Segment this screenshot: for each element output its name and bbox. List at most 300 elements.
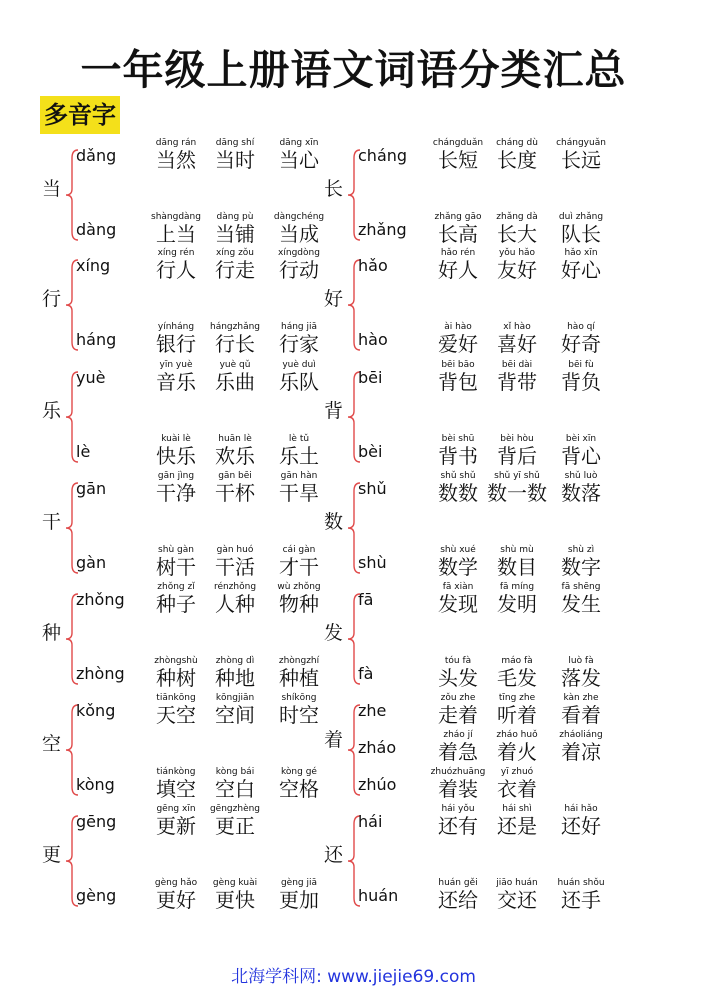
word-item [268,471,330,505]
word-text: 当成 [279,222,319,246]
word-pinyin: shù xué [440,545,476,555]
word-item [268,545,330,579]
word-text: 喜好 [497,332,537,356]
word-text: 落发 [561,666,601,690]
word-pinyin: fā xiàn [442,582,474,592]
word-item [427,471,489,505]
word-text: 空白 [215,777,255,801]
word-text: 爱好 [438,332,478,356]
reading-pinyin: gèng [76,886,117,905]
word-pinyin: luò fà [568,656,594,666]
word-item [204,804,266,838]
reading-pinyin: fà [358,664,374,683]
reading-pinyin: gàn [76,553,107,572]
word-pinyin: xíng zǒu [215,248,255,258]
word-item [486,360,548,394]
reading-pinyin: gēng [76,812,117,831]
reading-pinyin: shǔ [358,479,387,498]
word-text: 更新 [156,814,196,838]
word-text: 背后 [497,444,537,468]
word-text: 才干 [279,555,319,579]
word-text: 行长 [215,332,255,356]
word-text: 乐队 [279,370,319,394]
word-text: 音乐 [156,370,196,394]
word-text: 头发 [438,666,478,690]
word-pinyin: dàng pù [216,212,254,222]
word-text: 交还 [497,888,537,912]
word-text: 人种 [215,592,255,616]
reading-pinyin: dǎng [76,146,117,165]
word-pinyin: hángzhǎng [210,322,260,332]
word-text: 还有 [438,814,478,838]
word-pinyin: kuài lè [161,434,191,444]
word-text: 行家 [279,332,319,356]
word-pinyin: cháng dù [496,138,538,148]
word-item [427,878,489,912]
word-item [145,767,207,801]
word-item [427,693,489,727]
polyphone-char: 数 [324,510,344,533]
word-text: 着装 [438,777,478,801]
word-item [268,138,330,172]
word-text: 天空 [156,703,196,727]
word-pinyin: chángduǎn [432,138,484,148]
word-item [550,138,612,172]
polyphone-char: 好 [324,287,344,310]
word-text: 填空 [156,777,196,801]
word-pinyin: huān lè [218,434,252,444]
word-text: 干杯 [215,481,255,505]
word-text: 时空 [279,703,319,727]
word-pinyin: zhǎng gāo [434,212,482,222]
word-item [145,248,207,282]
word-pinyin: zháo jí [443,730,473,740]
word-item [550,730,612,764]
word-pinyin: yuè qǔ [219,360,251,370]
word-item [145,582,207,616]
word-pinyin: shàngdàng [151,212,201,222]
word-text: 干活 [215,555,255,579]
word-item [145,212,207,246]
word-text: 数一数 [487,481,547,505]
word-text: 着急 [438,740,478,764]
polyphone-char: 发 [324,621,344,644]
word-pinyin: máo fà [501,656,533,666]
word-pinyin: shíkōng [281,693,317,703]
word-item [427,212,489,246]
word-item [145,545,207,579]
word-item [550,322,612,356]
word-item [486,804,548,838]
footer-website[interactable]: 北海学科网: www.jiejie69.com [231,967,476,987]
word-text: 干旱 [279,481,319,505]
word-item [145,471,207,505]
word-pinyin: bēi fù [568,360,594,370]
word-text: 背带 [497,370,537,394]
word-text: 毛发 [497,666,537,690]
word-pinyin: hǎo rén [440,248,476,258]
word-pinyin: cái gàn [282,545,316,555]
word-pinyin: huán gěi [438,878,478,888]
word-item [486,212,548,246]
word-pinyin: zháo huǒ [496,730,538,740]
word-item [486,693,548,727]
word-text: 欢乐 [215,444,255,468]
word-text: 长远 [561,148,601,172]
polyphone-char: 当 [42,177,62,200]
word-text: 数学 [438,555,478,579]
reading-pinyin: kǒng [76,701,116,720]
reading-pinyin: zhǒng [76,590,125,609]
reading-pinyin: huán [358,886,399,905]
word-text: 更加 [279,888,319,912]
word-pinyin: tīng zhe [498,693,536,703]
word-pinyin: bèi shū [441,434,475,444]
word-item [145,360,207,394]
polyphone-char: 乐 [42,399,62,422]
word-item [204,878,266,912]
word-text: 数数 [438,481,478,505]
section-badge: 多音字 [40,96,120,134]
polyphone-char: 长 [324,177,344,200]
word-item [145,656,207,690]
reading-pinyin: bèi [358,442,383,461]
word-item [550,471,612,505]
word-item [427,656,489,690]
word-text: 还给 [438,888,478,912]
word-item [550,434,612,468]
reading-pinyin: hǎo [358,256,388,275]
word-text: 快乐 [156,444,196,468]
word-item [550,212,612,246]
word-item [268,582,330,616]
word-item [204,360,266,394]
word-text: 银行 [156,332,196,356]
word-item [486,434,548,468]
polyphone-char: 着 [324,728,344,751]
word-pinyin: kòng bái [215,767,255,777]
reading-pinyin: gān [76,479,107,498]
polyphone-char: 行 [42,287,62,310]
word-item [550,360,612,394]
word-text: 听着 [497,703,537,727]
word-pinyin: zhòng dì [215,656,255,666]
word-text: 衣着 [497,777,537,801]
word-text: 空格 [279,777,319,801]
word-item [550,878,612,912]
word-item [204,693,266,727]
reading-pinyin: dàng [76,220,117,239]
reading-pinyin: yuè [76,368,106,387]
word-pinyin: kàn zhe [563,693,599,703]
word-text: 当铺 [215,222,255,246]
word-pinyin: fā shēng [561,582,601,592]
word-text: 空间 [215,703,255,727]
word-pinyin: shǔ shǔ [440,471,476,481]
word-item [204,767,266,801]
word-pinyin: zhòngshù [154,656,198,666]
word-item [550,582,612,616]
word-text: 乐曲 [215,370,255,394]
word-pinyin: rénzhǒng [213,582,257,592]
word-text: 长高 [438,222,478,246]
word-text: 背心 [561,444,601,468]
word-pinyin: lè tǔ [288,434,310,444]
word-pinyin: gān bēi [218,471,252,481]
word-item [486,730,548,764]
word-pinyin: gèng jiā [280,878,318,888]
word-item [486,767,548,801]
word-pinyin: kōngjiān [215,693,255,703]
reading-pinyin: zhe [358,701,387,720]
word-text: 着火 [497,740,537,764]
polyphone-char: 背 [324,399,344,422]
reading-pinyin: lè [76,442,91,461]
word-pinyin: háng jiā [280,322,317,332]
reading-pinyin: kòng [76,775,115,794]
word-text: 物种 [279,592,319,616]
word-text: 树干 [156,555,196,579]
word-item [145,434,207,468]
word-pinyin: zhǒng zǐ [157,582,195,592]
word-text: 干净 [156,481,196,505]
word-text: 更快 [215,888,255,912]
word-item [204,582,266,616]
word-item [550,693,612,727]
word-pinyin: shǔ yī shǔ [494,471,540,481]
word-item [550,656,612,690]
reading-pinyin: fā [358,590,374,609]
reading-pinyin: xíng [76,256,111,275]
word-pinyin: gēng xīn [156,804,196,814]
word-pinyin: hǎo xīn [564,248,598,258]
word-text: 还好 [561,814,601,838]
word-text: 种植 [279,666,319,690]
word-item [486,545,548,579]
word-item [145,693,207,727]
word-pinyin: wù zhǒng [277,582,321,592]
word-text: 队长 [561,222,601,246]
word-item [268,212,330,246]
word-pinyin: chángyuǎn [556,138,606,148]
word-text: 数落 [561,481,601,505]
word-pinyin: duì zhǎng [558,212,604,222]
word-pinyin: ài hào [444,322,472,332]
word-pinyin: yīn yuè [159,360,193,370]
word-item [268,434,330,468]
reading-pinyin: hái [358,812,383,831]
polyphone-char: 更 [42,843,62,866]
word-text: 行走 [215,258,255,282]
word-pinyin: hái hǎo [564,804,598,814]
word-text: 背书 [438,444,478,468]
word-text: 行人 [156,258,196,282]
word-pinyin: bēi bāo [441,360,475,370]
word-item [204,138,266,172]
word-item [427,138,489,172]
word-pinyin: yínháng [157,322,195,332]
word-pinyin: zǒu zhe [440,693,476,703]
word-text: 种子 [156,592,196,616]
word-item [268,878,330,912]
word-item [550,804,612,838]
word-item [427,322,489,356]
word-pinyin: tóu fà [444,656,472,666]
word-item [268,322,330,356]
word-item [427,804,489,838]
word-pinyin: yuè duì [282,360,316,370]
word-pinyin: jiāo huán [496,878,538,888]
word-item [550,248,612,282]
word-text: 还是 [497,814,537,838]
word-item [268,248,330,282]
word-pinyin: yī zhuó [500,767,534,777]
word-pinyin: dāng xīn [279,138,319,148]
reading-pinyin: hào [358,330,388,349]
word-item [427,248,489,282]
word-item [145,878,207,912]
word-text: 种地 [215,666,255,690]
word-text: 背包 [438,370,478,394]
word-item [145,322,207,356]
word-item [486,248,548,282]
word-pinyin: gān hàn [280,471,318,481]
word-item [204,248,266,282]
word-item [145,138,207,172]
word-pinyin: dàngchéng [273,212,325,222]
word-item [204,322,266,356]
word-item [427,360,489,394]
word-pinyin: dāng rán [155,138,197,148]
word-item [204,434,266,468]
word-item [486,582,548,616]
reading-pinyin: zhǎng [358,220,407,239]
word-pinyin: bèi xīn [565,434,597,444]
reading-pinyin: háng [76,330,117,349]
word-pinyin: kòng gé [281,767,317,777]
word-pinyin: shù mù [500,545,534,555]
word-item [268,693,330,727]
word-text: 数字 [561,555,601,579]
word-text: 当心 [279,148,319,172]
word-text: 好人 [438,258,478,282]
word-text: 发现 [438,592,478,616]
word-text: 发生 [561,592,601,616]
word-pinyin: tiānkōng [156,693,196,703]
word-pinyin: xíng rén [157,248,195,258]
word-pinyin: hào qí [567,322,595,332]
word-text: 当然 [156,148,196,172]
word-item [204,545,266,579]
word-pinyin: hái shì [502,804,532,814]
word-item [486,878,548,912]
word-pinyin: dāng shí [215,138,255,148]
word-pinyin: hái yǒu [441,804,475,814]
word-text: 行动 [279,258,319,282]
word-item [486,322,548,356]
reading-pinyin: bēi [358,368,383,387]
word-text: 背负 [561,370,601,394]
word-item [486,471,548,505]
word-pinyin: gèng hǎo [154,878,198,888]
word-text: 好奇 [561,332,601,356]
word-text: 长短 [438,148,478,172]
page-title: 一年级上册语文词语分类汇总 [80,46,627,94]
word-pinyin: zháoliáng [559,730,603,740]
word-pinyin: tiánkòng [156,767,196,777]
word-pinyin: gàn huó [216,545,254,555]
word-item [268,360,330,394]
word-pinyin: shù gàn [158,545,194,555]
word-text: 发明 [497,592,537,616]
word-text: 还手 [561,888,601,912]
word-pinyin: zhuózhuāng [430,767,486,777]
word-text: 友好 [497,258,537,282]
reading-pinyin: zhúo [358,775,397,794]
word-pinyin: gēngzhèng [209,804,261,814]
word-pinyin: zhǎng dà [496,212,538,222]
reading-pinyin: zháo [358,738,397,757]
word-item [204,471,266,505]
reading-pinyin: cháng [358,146,408,165]
word-item [486,656,548,690]
word-pinyin: gèng kuài [212,878,258,888]
polyphone-char: 空 [42,732,62,755]
polyphone-char: 干 [42,510,62,533]
word-text: 好心 [561,258,601,282]
word-item [427,545,489,579]
word-pinyin: gān jìng [157,471,195,481]
word-item [268,656,330,690]
word-text: 看着 [561,703,601,727]
reading-pinyin: shù [358,553,387,572]
word-pinyin: bèi hòu [500,434,534,444]
word-item [268,767,330,801]
word-text: 走着 [438,703,478,727]
word-item [427,730,489,764]
word-pinyin: bēi dài [501,360,533,370]
word-pinyin: xǐ hào [503,322,531,332]
word-text: 着凉 [561,740,601,764]
word-text: 乐土 [279,444,319,468]
word-text: 种树 [156,666,196,690]
word-pinyin: xíngdòng [278,248,320,258]
reading-pinyin: zhòng [76,664,125,683]
word-text: 更好 [156,888,196,912]
word-pinyin: huán shǒu [557,878,605,888]
word-pinyin: yǒu hǎo [498,248,536,258]
word-text: 更正 [215,814,255,838]
word-text: 上当 [156,222,196,246]
word-item [427,582,489,616]
word-pinyin: shǔ luò [564,471,598,481]
word-item [427,434,489,468]
polyphone-char: 种 [42,621,62,644]
word-item [486,138,548,172]
word-text: 长度 [497,148,537,172]
word-item [204,212,266,246]
word-pinyin: shù zì [567,545,595,555]
word-text: 数目 [497,555,537,579]
word-pinyin: fā míng [499,582,535,592]
word-item [550,545,612,579]
polyphone-char: 还 [324,843,344,866]
word-item [145,804,207,838]
word-item [204,656,266,690]
word-pinyin: zhòngzhí [278,656,320,666]
word-text: 当时 [215,148,255,172]
word-item [427,767,489,801]
